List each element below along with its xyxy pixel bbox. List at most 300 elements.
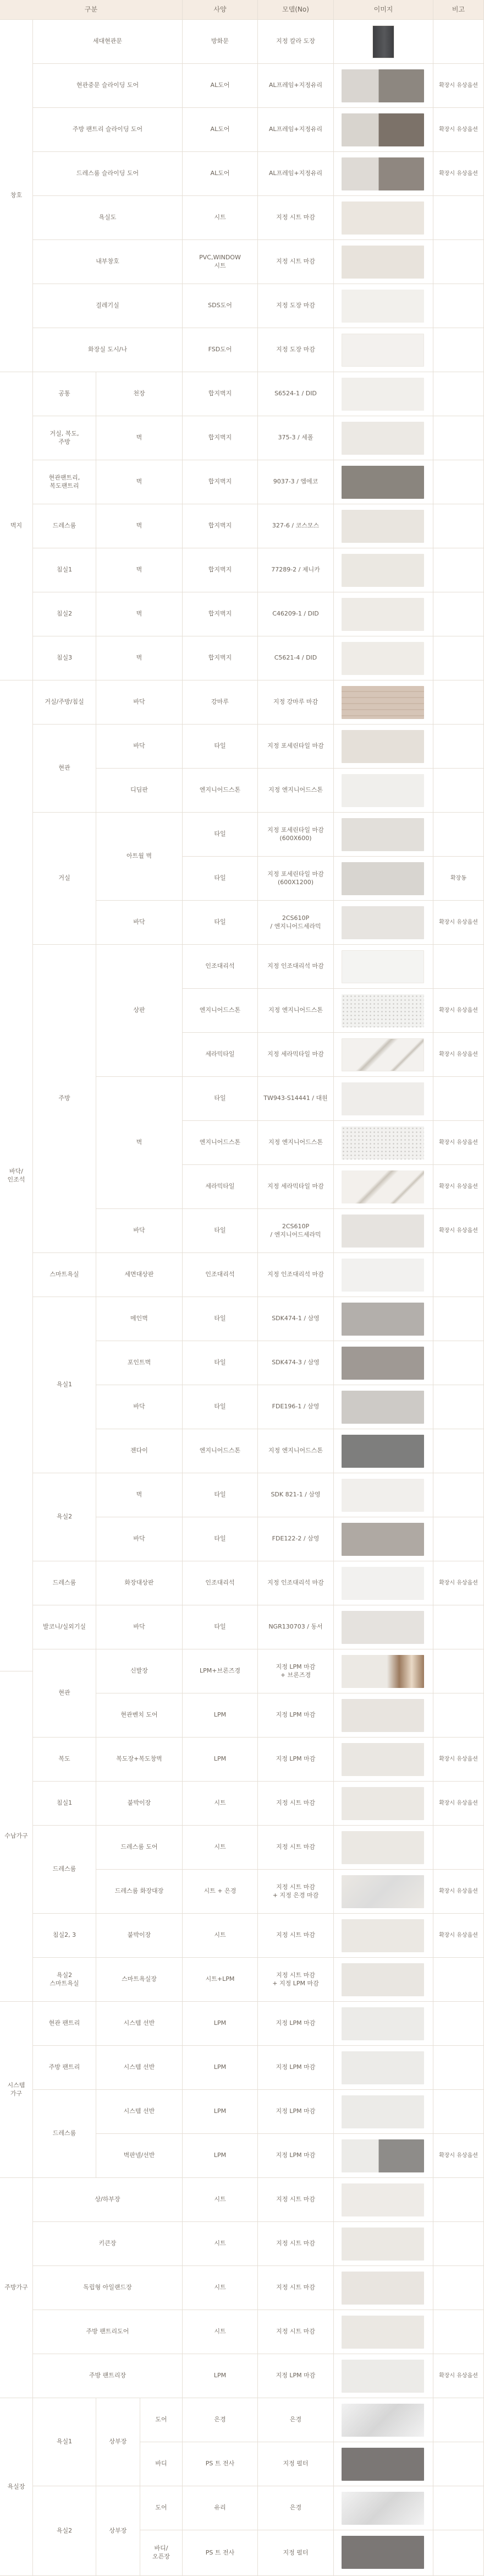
image-cell [334,1077,433,1121]
model-cell: 지정 인조대리석 마감 [258,945,334,989]
image-cell [334,725,433,769]
sub-location-cell: 세면대상판 [96,1253,183,1297]
sub-location-cell: 시스템 선반 [96,2046,183,2090]
spec-cell: LPM [183,2354,258,2398]
material-swatch [342,1963,424,1996]
image-cell [334,20,433,64]
spec-cell: 인조대리석 [183,1253,258,1297]
material-swatch [342,2316,424,2349]
model-cell: 지정 세라믹타일 마감 [258,1165,334,1209]
spec-cell: 엔지니어드스톤 [183,1121,258,1165]
image-cell [334,680,433,725]
header-model: 모델(No) [258,0,334,20]
material-swatch [342,1567,424,1600]
material-swatch [342,246,424,279]
model-cell: C5621-4 / DID [258,636,334,680]
image-cell [334,240,433,284]
spec-cell: 타일 [183,1341,258,1385]
note-cell [433,945,484,989]
location-cell: 거실/주방/침실 [33,680,96,725]
sub-location-cell: 바닥 [96,901,183,945]
location-cell: 욕실1 [33,1297,96,1473]
spec-cell: 타일 [183,1473,258,1517]
image-cell [334,1826,433,1870]
model-cell: S6524-1 / DID [258,372,334,416]
category-kitchen: 주방가구 [0,2178,33,2398]
note-cell: 확장시 유상옵션 [433,1165,484,1209]
image-cell [334,2354,433,2398]
model-cell: 지정 도장 마감 [258,284,334,328]
note-cell [433,1605,484,1649]
sub-location-cell: 시스템 선반 [96,2002,183,2046]
sub-location-cell: 포인트벽 [96,1341,183,1385]
image-cell [334,416,433,460]
image-cell [334,989,433,1033]
model-cell: 지정 LPM 마감 + 브론즈경 [258,1649,334,1693]
spec-cell: 시트 [183,196,258,240]
image-cell [334,1693,433,1738]
model-cell: 은경 [258,2398,334,2442]
sub-location-cell: 시스템 선반 [96,2090,183,2134]
image-cell [334,945,433,989]
material-swatch [342,1303,424,1336]
image-cell [334,1605,433,1649]
note-cell: 확장동 [433,857,484,901]
category-system-furniture: 시스템 가구 [0,2002,33,2178]
location-cell: 주방 팬트리도어 [33,2310,183,2354]
category-windows: 창호 [0,20,33,372]
header-note: 비고 [433,0,484,20]
note-cell: 확장시 유상옵션 [433,108,484,152]
image-cell [334,592,433,636]
spec-cell: SDS도어 [183,284,258,328]
image-cell [334,1649,433,1693]
material-swatch [342,290,424,323]
material-swatch [342,1655,424,1688]
model-cell: 지정 칼라 도장 [258,20,334,64]
sub-location-cell: 바닥 [96,1385,183,1429]
material-swatch [342,378,424,411]
material-swatch [342,818,424,851]
image-cell [334,328,433,372]
model-cell: 지정 LPM 마감 [258,1738,334,1782]
sub-location-cell: 벽 [96,504,183,548]
material-swatch [342,2492,424,2525]
note-cell [433,2002,484,2046]
location-cell: 화장실 도시/나 [33,328,183,372]
spec-cell: LPM [183,1693,258,1738]
sub-location-cell: 벽 [96,460,183,504]
spec-cell: 타일 [183,857,258,901]
note-cell [433,2046,484,2090]
sub-location-cell: 천장 [96,372,183,416]
material-swatch [342,1875,424,1908]
model-cell: 지정 LPM 마감 [258,1693,334,1738]
spec-cell: 인조대리석 [183,945,258,989]
note-cell: 확장시 유상옵션 [433,1738,484,1782]
model-cell: 지정 LPM 마감 [258,2354,334,2398]
image-cell [334,2266,433,2310]
image-cell [334,1165,433,1209]
spec-cell: 시트 [183,2266,258,2310]
model-cell: C46209-1 / DID [258,592,334,636]
note-cell [433,1826,484,1870]
location-cell: 주방 팬트리장 [33,2354,183,2398]
spec-cell: 세라믹타일 [183,1033,258,1077]
spec-cell: 합지벽지 [183,592,258,636]
model-cell: 지정 LPM 마감 [258,2046,334,2090]
material-swatch [342,422,424,455]
note-cell: 확장시 유상옵션 [433,1033,484,1077]
material-swatch [342,1259,424,1292]
image-cell [334,1385,433,1429]
model-cell: 지정 시트 마감 [258,240,334,284]
image-cell [334,2090,433,2134]
image-cell [334,548,433,592]
note-cell [433,2266,484,2310]
location-cell: 침실1 [33,1782,96,1826]
note-cell: 확장시 유상옵션 [433,1914,484,1958]
sub-location-cell: 화장대상판 [96,1561,183,1605]
image-cell [334,1209,433,1253]
note-cell [433,725,484,769]
part-cell: 도어 [140,2486,183,2530]
sub-location-cell: 붙박이장 [96,1782,183,1826]
image-cell [334,460,433,504]
location-cell: 공통 [33,372,96,416]
material-swatch [342,2272,424,2305]
note-cell [433,1517,484,1561]
note-cell [433,2310,484,2354]
image-cell [334,1121,433,1165]
image-cell [334,769,433,813]
note-cell [433,284,484,328]
spec-cell: 합지벽지 [183,460,258,504]
model-cell: 지정 시트 마감 [258,1826,334,1870]
spec-cell: PS 트 전사 [183,2530,258,2576]
image-cell [334,901,433,945]
spec-cell: 은경 [183,2398,258,2442]
image-cell [334,857,433,901]
image-cell [334,1473,433,1517]
image-cell [334,2222,433,2266]
header-image: 이미지 [334,0,433,20]
material-swatch [342,1479,424,1512]
material-swatch [342,774,424,807]
note-cell [433,1429,484,1473]
model-cell: 지정 엔지니어드스톤 [258,989,334,1033]
model-cell: 지정 LPM 마감 [258,2002,334,2046]
sub-location-cell: 바닥 [96,1605,183,1649]
note-cell [433,2090,484,2134]
sub-location-cell: 벽 [96,416,183,460]
material-swatch [342,1919,424,1952]
material-swatch [342,642,424,675]
spec-cell: 타일 [183,1297,258,1341]
image-cell [334,1429,433,1473]
note-cell [433,416,484,460]
location-cell: 키큰장 [33,2222,183,2266]
sub-location-cell: 벽 [96,592,183,636]
note-cell [433,372,484,416]
location-cell: 드레스룸 [33,1826,96,1914]
image-cell [334,2134,433,2178]
material-swatch [342,906,424,939]
model-cell: SDK474-3 / 삼영 [258,1341,334,1385]
image-cell [334,372,433,416]
part-cell: 바디/ 오픈장 [140,2530,183,2576]
location-cell: 현관 [33,1649,96,1738]
sub-location-cell: 스마트욕실장 [96,1958,183,2002]
location-cell: 침실2, 3 [33,1914,96,1958]
location-cell: 세대현관문 [33,20,183,64]
note-cell [433,1253,484,1297]
model-cell: 375-3 / 세폴 [258,416,334,460]
image-cell [334,108,433,152]
note-cell: 확장시 유상옵션 [433,1782,484,1826]
location-cell: 독립형 아일랜드장 [33,2266,183,2310]
location-cell: 침실3 [33,636,96,680]
material-swatch [342,598,424,631]
sub-location-cell: 드레스룸 화장대장 [96,1870,183,1914]
note-cell [433,240,484,284]
material-swatch [342,862,424,895]
image-cell [334,2398,433,2442]
image-cell [334,1914,433,1958]
sub-location-cell: 바닥 [96,725,183,769]
location-cell: 주방 팬트리 슬라이딩 도어 [33,108,183,152]
spec-cell: 타일 [183,1209,258,1253]
model-cell: 지정 시트 마감 + 지정 LPM 마감 [258,1958,334,2002]
material-swatch [342,994,424,1027]
image-cell [334,1738,433,1782]
image-cell [334,1253,433,1297]
note-cell [433,1958,484,2002]
note-cell [433,2398,484,2442]
note-cell [433,769,484,813]
material-swatch [342,950,424,983]
model-cell: 지정 엔지니어드스톤 [258,769,334,813]
note-cell [433,1649,484,1693]
spec-cell: 합지벽지 [183,548,258,592]
model-cell: 지정 세라믹타일 마감 [258,1033,334,1077]
spec-cell: LPM [183,2002,258,2046]
model-cell: 지정 시트 마감 [258,2178,334,2222]
note-cell [433,1077,484,1121]
material-swatch [342,554,424,587]
material-swatch [342,1787,424,1820]
image-cell [334,2310,433,2354]
material-swatch [342,466,424,499]
note-cell: 확장시 유상옵션 [433,989,484,1033]
category-storage: 수납가구 [0,1671,33,2002]
note-cell [433,328,484,372]
note-cell: 확장시 유상옵션 [433,2134,484,2178]
material-swatch [342,730,424,763]
model-cell: SDK474-1 / 삼영 [258,1297,334,1341]
material-swatch [342,2360,424,2393]
spec-cell: 인조대리석 [183,1561,258,1605]
material-swatch [342,334,424,367]
spec-cell: LPM [183,1738,258,1782]
location-cell: 현관중문 슬라이딩 도어 [33,64,183,108]
location-cell: 드레스룸 슬라이딩 도어 [33,152,183,196]
image-cell [334,152,433,196]
spec-cell: 시트 [183,1914,258,1958]
model-cell: 지정 엔지니어드스톤 [258,1121,334,1165]
spec-cell: 시트 [183,2178,258,2222]
model-cell: AL프레임+지정유리 [258,108,334,152]
note-cell [433,592,484,636]
material-swatch [342,2139,424,2172]
model-cell: AL프레임+지정유리 [258,152,334,196]
material-swatch [342,69,424,102]
image-cell [334,1517,433,1561]
spec-cell: 시트 + 은경 [183,1870,258,1914]
note-cell [433,548,484,592]
sub-location-cell: 벽 [96,636,183,680]
note-cell [433,504,484,548]
location-cell: 드레스룸 [33,2090,96,2178]
material-swatch [342,201,424,235]
location-cell: 주방 팬트리 [33,2046,96,2090]
model-cell: SDK 821-1 / 삼영 [258,1473,334,1517]
sub-location-cell: 상판 [96,945,183,1077]
material-swatch [342,1347,424,1380]
location-cell: 현관팬트리, 복도팬트리 [33,460,96,504]
spec-cell: AL도어 [183,64,258,108]
note-cell [433,1341,484,1385]
sub-location-cell: 바닥 [96,680,183,725]
image-cell [334,1341,433,1385]
model-cell: 지정 시트 마감 [258,1914,334,1958]
sub-location-cell: 상부장 [96,2398,140,2486]
material-swatch [342,686,424,719]
material-swatch [342,1082,424,1115]
model-cell: 지정 강마루 마감 [258,680,334,725]
image-cell [334,2442,433,2486]
note-cell [433,680,484,725]
model-cell: 지정 시트 마감 [258,196,334,240]
model-cell: 지정 시트 마감 [258,2266,334,2310]
location-cell: 침실2 [33,592,96,636]
model-cell: 지정 펄터 [258,2530,334,2576]
material-swatch [342,2448,424,2481]
model-cell: 77289-2 / 제니카 [258,548,334,592]
note-cell [433,2486,484,2530]
note-cell [433,1473,484,1517]
sub-location-cell: 벽 [96,548,183,592]
note-cell [433,813,484,857]
material-swatch [342,1523,424,1556]
location-cell: 복도 [33,1738,96,1782]
spec-cell: PVC,WINDOW 시트 [183,240,258,284]
image-cell [334,196,433,240]
header-division: 구분 [0,0,183,20]
note-cell [433,2442,484,2486]
image-cell [334,2178,433,2222]
model-cell: 지정 시트 마감 [258,1782,334,1826]
location-cell: 욕실2 [33,2486,96,2576]
material-swatch [342,1215,424,1248]
sub-location-cell: 바닥 [96,1517,183,1561]
spec-cell: 엔지니어드스톤 [183,1429,258,1473]
model-cell: FDE196-1 / 삼영 [258,1385,334,1429]
spec-cell: 합지벽지 [183,636,258,680]
note-cell [433,1385,484,1429]
model-cell: 지정 엔지니어드스톤 [258,1429,334,1473]
material-swatch [342,157,424,190]
material-swatch [342,1391,424,1424]
model-cell: 지정 인조대리석 마감 [258,1561,334,1605]
sub-location-cell: 드레스룸 도어 [96,1826,183,1870]
image-cell [334,64,433,108]
note-cell: 확장시 유상옵션 [433,1209,484,1253]
spec-cell: LPM [183,2046,258,2090]
spec-cell: LPM [183,2134,258,2178]
note-cell: 확장시 유상옵션 [433,2354,484,2398]
spec-cell: 합지벽지 [183,504,258,548]
note-cell [433,196,484,240]
material-swatch [342,1699,424,1732]
location-cell: 욕실1 [33,2398,96,2486]
material-swatch [342,2183,424,2216]
model-cell: 지정 포세린타일 마감 [258,725,334,769]
image-cell [334,1958,433,2002]
sub-location-cell: 벽판넬/선반 [96,2134,183,2178]
image-cell [334,1297,433,1341]
spec-cell: LPM [183,2090,258,2134]
sub-location-cell: 벽 [96,1077,183,1209]
spec-cell: 합지벽지 [183,416,258,460]
note-cell: 확장시 유상옵션 [433,1561,484,1605]
material-swatch [342,1435,424,1468]
note-cell: 확장시 유상옵션 [433,1870,484,1914]
spec-cell: 강마루 [183,680,258,725]
note-cell: 확장시 유상옵션 [433,64,484,108]
image-cell [334,2486,433,2530]
category-floor-stone: 바닥/ 인조석 [0,680,33,1671]
model-cell: 지정 시트 마감 [258,2310,334,2354]
location-cell: 발코니/실외기실 [33,1605,96,1649]
material-swatch [342,1126,424,1159]
image-cell [334,813,433,857]
material-swatch [342,113,424,146]
spec-cell: 타일 [183,901,258,945]
model-cell: 지정 LPM 마감 [258,2134,334,2178]
spec-cell: 세라믹타일 [183,1165,258,1209]
note-cell [433,2178,484,2222]
location-cell: 현관 [33,725,96,813]
model-cell: 2CS610P / 엔지니어드세라믹 [258,1209,334,1253]
location-cell: 욕실도 [33,196,183,240]
image-cell [334,2530,433,2576]
model-cell: 9037-3 / 엠에코 [258,460,334,504]
spec-cell: 타일 [183,1385,258,1429]
model-cell: 지정 시트 마감 + 지정 은경 마감 [258,1870,334,1914]
location-cell: 침실1 [33,548,96,592]
location-cell: 욕실2 [33,1473,96,1561]
spec-cell: 타일 [183,1517,258,1561]
material-swatch [342,2228,424,2261]
material-swatch [342,1831,424,1864]
note-cell [433,460,484,504]
sub-location-cell: 붙박이장 [96,1914,183,1958]
model-cell: 2CS610P / 엔지니어드세라믹 [258,901,334,945]
sub-location-cell: 디딤판 [96,769,183,813]
location-cell: 욕실2 스마트욕실 [33,1958,96,2002]
part-cell: 바디 [140,2442,183,2486]
